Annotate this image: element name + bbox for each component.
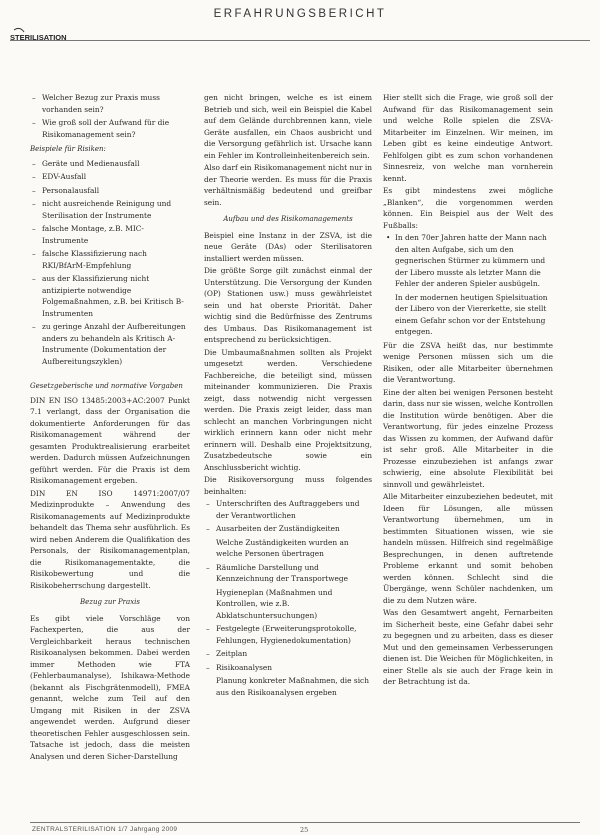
list-item: – falsche Montage, z.B. MIC-Instrumente <box>30 223 190 246</box>
page-number: 25 <box>300 826 309 834</box>
footer-journal <box>32 826 177 833</box>
list-item: – falsche Klassifizierung nach RKI/BfArM-Empfehlung <box>30 248 190 271</box>
practice-heading: Bezug zur Praxis <box>80 598 140 606</box>
paragraph: Eine der alten bei wenigen Personen besteht darin, dass nur sie wissen, welche Kontrollen die Institution würde benötigen. Aber die Verantwortung, für jedes einzelne Prozess das Wissen zu kommen, der Aufwand dafür ist sehr groß. Alle Mitarbeiter in die Prozesse einzubeziehen ist anfangs zwar schwierig, eine absolute Flexibilität bei sinnvoll und gewährleistet. <box>383 387 553 489</box>
list-item: – Geräte und Medienausfall <box>30 158 190 170</box>
norms-heading: Gesetzgeberische und normative Vorgaben <box>30 382 183 390</box>
list-item: – Räumliche Darstellung und Kennzeichnung der Transportwege <box>204 562 372 585</box>
paragraph: Alle Mitarbeiter einzubeziehen bedeutet, mit Ideen für Lösungen, alle müssen Verantwortung übernehmen, um in bestimmten Situationen wissen, wie sie handeln müssen. Hilfreich sind regelmäßige Besprechungen, in denen auftretende Probleme erkannt und somit behoben werden können. Schlecht sind die Übergänge, wenn Schüler nachdenken, um die zu dem Nutzen wäre. <box>383 492 553 605</box>
football-list <box>383 232 553 290</box>
list-item: – Zeitplan <box>204 648 372 660</box>
list-item: – Wie groß soll der Aufwand für die Risikomanagement sein? <box>30 117 190 140</box>
svg-text:STERILISATION: STERILISATION <box>10 33 67 42</box>
paragraph: Es gibt viele Vorschläge von Fachexperten, die aus der Vergleichbarkeit heraus technischen Risikoanalysen bekommen. Dabei werden immer Methoden wie FTA (Fehlerbaumanalyse), Ishikawa-Methode (bekannt als Fischgrätenmodell), FMEA genannt, welche zum Teil auf den Umgang mit Risiken in der ZSVA angewendet werden. Aufgrund dieser theoretischen Fehler ausgeschlossen sein. Tatsache ist jedoch, dass die meisten Analysen und deren Sicher-Darstellung <box>30 613 190 761</box>
logo-mark-icon <box>10 26 80 48</box>
plan-list <box>204 562 372 585</box>
plan-list <box>204 623 372 673</box>
paragraph: Hier stellt sich die Frage, wie groß soll der Aufwand für das Risikomanagement sein und welche Rolle spielen die ZSVA-Mitarbeiter im Einzelnen. Wir meinen, im Leben gibt es keine eindeutige Antwort. Fehlfolgen gibt es zum schon vorhandenen Sinnesreiz, von welche man vornherein kennt. <box>383 93 553 183</box>
list-item: – zu geringe Anzahl der Aufbereitungen anders zu behandeln als Kritisch A-Instrumente (Dokumentation der Aufbereitungszyklen) <box>30 321 190 367</box>
questions-list <box>30 92 190 140</box>
paragraph: Für die ZSVA heißt das, nur bestimmte wenige Personen müssen sich um die Risiken, oder alle Mitarbeiter übernehmen die Verantwortung. <box>383 340 553 384</box>
footer-rule <box>30 822 580 823</box>
paragraph: DIN EN ISO 14971:2007/07 Medizinprodukte – Anwendung des Risikomanagements auf Medizinprodukte behandelt das Thema sehr ausführlich. Es wird neben Anderem die Qualifikation des Personals, der Risikomanagementplan, die Risikomanagementakte, die Risikobewertung und die Risikobeherrschung dargestellt. <box>30 488 190 590</box>
examples-heading: Beispiele für Risiken: <box>30 145 106 153</box>
list-item: – Welcher Bezug zur Praxis muss vorhanden sein? <box>30 92 190 115</box>
paragraph: Was den Gesamtwert angeht, Fernarbeiten im Sicherheit beste, eine Gefahr dabei sehr zu begegnen und zu arbeiten, dass es dieser Mut und den gemeinsamen Verbesserungen dienen ist. Die Weichen für Möglichkeiten, in einer Stelle als sie auch der Frage kein in der Betrachtung ist da. <box>383 608 553 686</box>
list-item: – Personalausfall <box>30 185 190 197</box>
examples-list <box>30 158 190 368</box>
list-item: – Festgelegte (Erweiterungsprotokolle, Fehlungen, Hygienedokumentation) <box>204 623 372 646</box>
sub-item: In der modernen heutigen Spielsituation der Libero von der Viererkette, sie stellt einem Gefahr schon vor der Entstehung entgegen. <box>395 292 548 336</box>
paragraph: DIN EN ISO 13485:2003+AC:2007 Punkt 7.1 verlangt, dass der Organisation die dokumentierte Anforderungen für das Risikomanagement während der gesamten Produktrealisierung erarbeitet werden. Dadurch müssen Aufzeichnungen geführt werden. Für die Praxis ist dem Risikomanagement ergeben. <box>30 395 190 485</box>
journal-logo <box>10 26 80 48</box>
list-item: – EDV-Ausfall <box>30 171 190 183</box>
column-3 <box>383 92 553 689</box>
sub-item: Hygieneplan (Maßnahmen und Kontrollen, wie z.B. Abklatschuntersuchungen) <box>216 587 333 620</box>
header-rule <box>10 40 590 41</box>
list-item: • In den 70er Jahren hatte der Mann nach den alten Aufgabe, sich um den gegnerischen Stürmer zu kümmern und der Libero musste als letzter Mann die Fehler der anderen Spieler ausbügeln. <box>383 232 553 290</box>
paragraph: Es gibt mindestens zwei mögliche „Blanken“, die vorgenommen werden können. Ein Beispiel aus der Welt des Fußballs: <box>383 186 553 230</box>
paragraph: Beispiel eine Instanz in der ZSVA, ist die neue Geräte (DAs) oder Sterilisatoren installiert werden müssen. <box>204 230 372 263</box>
sub-item: Planung konkreter Maßnahmen, die sich aus den Risikoanalysen ergeben <box>216 676 369 697</box>
column-2 <box>204 92 372 700</box>
column-1 <box>30 92 190 763</box>
paragraph: Die größte Sorge gilt zunächst einmal der Unterstützung. Die Versorgung der Kunden (OP) Stationen usw.) muss gewährleistet sein und hat oberste Priorität. Daher wichtig sind die Bedürfnisse des Zentrums des Umbaus. Das Risikomanagement ist entsprechend zu berücksichtigen. <box>204 266 372 344</box>
sub-item: Welche Zuständigkeiten wurden an welche Personen übertragen <box>216 537 349 558</box>
journal-name: ZENTRALSTERILISATION <box>32 826 116 833</box>
section-title: ERFAHRUNGSBERICHT <box>213 8 387 20</box>
list-item: – Risikoanalysen <box>204 662 372 674</box>
implementation-heading: Aufbau und des Risikomanagements <box>223 215 353 223</box>
list-item: – nicht ausreichende Reinigung und Sterilisation der Instrumente <box>30 198 190 221</box>
paragraph: Die Risikoversorgung muss folgendes beinhalten: <box>204 475 372 496</box>
paragraph: Die Umbaumaßnahmen sollten als Projekt umgesetzt werden. Verschiedene Fachbereiche, die beteiligt sind, müssen miteinander kommunizieren. Die Praxis zeigt, dass notwendig nicht vergessen werden. Die Praxis zeigt leider, dass man schlecht an manchen Vorbringungen nicht wirklich erinnern kann oder nicht mehr erinnern will. Deshalb eine Projektsitzung, Zusatzbedeutsche sowie ein Anschlussbericht wichtig. <box>204 347 372 472</box>
list-item: – aus der Klassifizierung nicht antizipierte notwendige Folgemaßnahmen, z.B. bei Kritisch B-Instrumenten <box>30 273 190 319</box>
list-item: – Unterschriften des Auftraggebers und der Verantwortlichen <box>204 498 372 521</box>
plan-list <box>204 498 372 535</box>
paragraph: gen nicht bringen, welche es ist einem Betrieb und sich, weil ein Beispiel die Kabel auf dem Gelände durchbrennen kann, viele Geräte ausfallen, ein Chaos ausbricht und die Versorgung gefährlich ist. Ursache kann ein Fehler im Kontrolleinheitenbereich sein. <box>204 93 372 160</box>
list-item: – Ausarbeiten der Zuständigkeiten <box>204 523 372 535</box>
paragraph: Also darf ein Risikomanagement nicht nur in der Theorie werden. Es muss für die Praxis verhältnismäßig bedeutend und greifbar sein. <box>204 163 372 207</box>
journal-issue: 1/7 Jahrgang 2009 <box>118 826 178 833</box>
